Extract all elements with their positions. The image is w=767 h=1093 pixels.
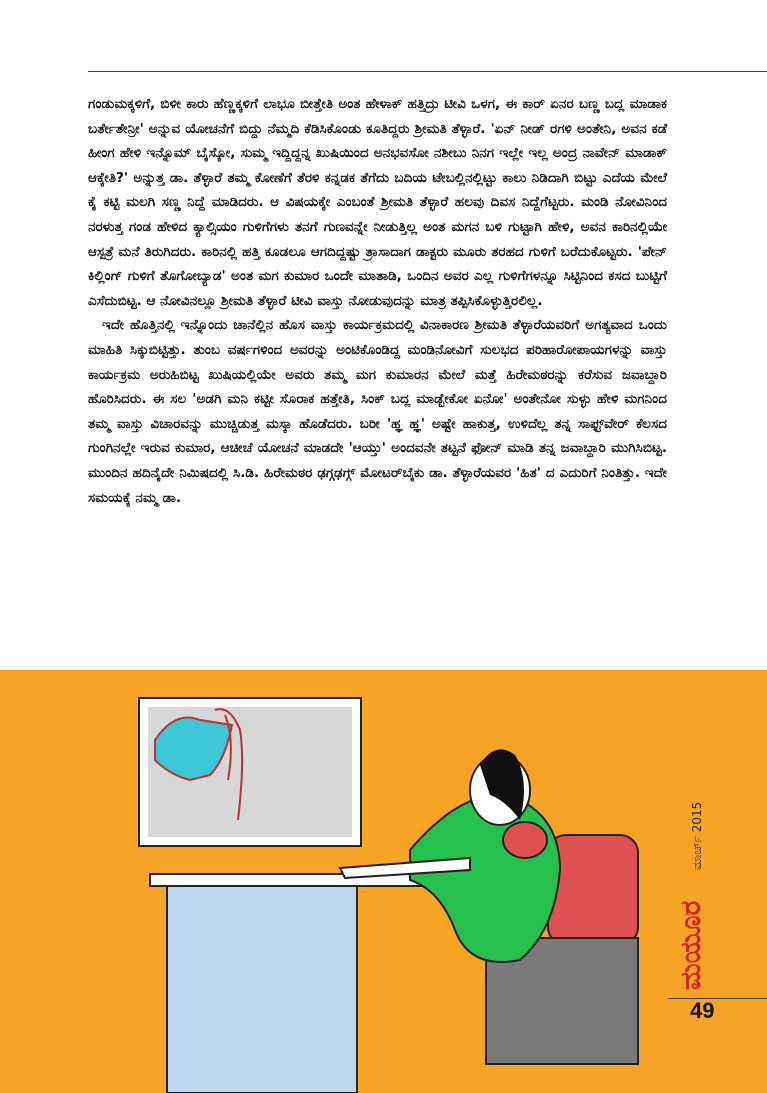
illustration-panel <box>0 670 767 1093</box>
paragraph-2: ಇದೇ ಹೊತ್ತಿನಲ್ಲಿ ಇನ್ನೊಂದು ಚಾನೆಲ್ಲಿನ ಹೊಸ ವಾಸ್ತು ಕಾರ್ಯಕ್ರಮದಲ್ಲಿ ವಿನಾಕಾರಣ ಶ್ರೀಮತಿ ತೆಳ್ಳಾರೆಯವರಿಗೆ ಅಗತ್ಯವಾದ ಒಂದು ಮಾಹಿತಿ ಸಿಕ್ಕುಬಿಟ್ಟಿತ್ತು. ತುಂಬ ವರ್ಷಗಳಿಂದ ಅವರನ್ನು ಅಂಟಿಕೊಂಡಿದ್ದ ಮಂಡಿನೋವಿಗೆ ಸುಲಭದ ಪರಿಹಾರೋಪಾಯಗಳನ್ನು ವಾಸ್ತು ಕಾರ್ಯಕ್ರಮ ಅರುಹಿಬಿಟ್ಟ ಖುಷಿಯಲ್ಲಿಯೇ ಅವರು ತಮ್ಮ ಮಗ ಕುಮಾರನ ಮೇಲೆ ಮತ್ತೆ ಹಿರೇಮಠರನ್ನು ಕರೆಸುವ ಜವಾಬ್ದಾರಿ ಹೊರಿಸಿದರು. ಈ ಸಲ 'ಅಡಗಿ ಮನಿ ಕಟ್ಟೀ ಸೊರಾಕ ಹತ್ತೇತಿ, ಸಿಂಕ್ ಬದ್ಲ ಮಾಡ್ಬೇಕೋ ಏನೋ' ಅಂತೇನೋ ಸುಳ್ಳು ಹೇಳಿ ಮಗನಿಂದ ತಮ್ಮ ವಾಸ್ತು ವಿಚಾರವನ್ನು ಮುಚ್ಚಿಡುತ್ತ ಮಸ್ಕಾ ಹೊಡೆದರು. ಬರೀ 'ಹ್ಞ ಹ್ಞ' ಅಷ್ಟೇ ಹಾಕುತ್ತ, ಉಳಿದೆಲ್ಲ ತನ್ನ ಸಾಫ್ಟ್‌ವೇರ್ ಕೆಲಸದ ಗುಂಗಿನಲ್ಲೇ ಇರುವ ಕುಮಾರ, ಆಚೀಚೆ ಯೋಚನೆ ಮಾಡದೇ 'ಆಯ್ತು' ಅಂದವನೇ ತಟ್ಟನೆ ಫೋನ್ ಮಾಡಿ ತನ್ನ ಜವಾಬ್ದಾರಿ ಮುಗಿಸಿಬಿಟ್ಟ. ಮುಂದಿನ ಹದಿನೈದೇ ನಿಮಿಷದಲ್ಲಿ ಸಿ.ಡಿ. ಹಿರೇಮಠರ ಢಗ್ಗಢಗ್ಗ್ ಮೋಟರ್‌ಬೈಕು ಡಾ. ತೆಳ್ಳಾರೆಯವರ 'ಹಿತ' ದ ಎದುರಿಗೆ ನಿಂತಿತ್ತು. ಇದೇ ಸಮಯಕ್ಕೆ ನಮ್ಮ ಡಾ. <box>88 317 667 506</box>
desk <box>167 883 357 1093</box>
article-body <box>88 92 667 510</box>
issue-date: ಮಾರ್ಚ್ 2015 <box>690 801 704 870</box>
page-number: 49 <box>690 998 715 1023</box>
paragraph-1: ಗಂಡುಮಕ್ಕಳಿಗೆ, ಬಿಳೀ ಕಾರು ಹೆಣ್ಣಕ್ಕಳಿಗೆ ಲಾಭೂ ಬೀತ್ತೇತಿ ಅಂತ ಹೇಳಾಕ್ ಹತ್ತಿದ್ರು ಟೀವಿ ಒಳಗ, ಈ ಕಾರ್ ಏನರ ಬಣ್ಣ ಬದ್ಲ ಮಾಡಾಕ ಬರ್ತೇತೇನ್ರೀ' ಅನ್ನುವ ಯೋಚನೆಗೆ ಬಿದ್ದು ನೆಮ್ಮದಿ ಕೆಡಿಸಿಕೊಂಡು ಕೂತಿದ್ದರು ಶ್ರೀಮತಿ ತೆಳ್ಳಾರೆ. 'ಏನ್ ನೀಡ್ ರಗಳಿ ಅಂತೇನಿ, ಅವನ ಕಡೆ ಹೀಂಗ ಹೇಳಿ ಇನ್ನೊಮ್ ಬೈಸ್ಕೋ, ಸುಮ್ಮ ಇದ್ದಿದ್ದನ್ನ ಖುಷಿಯಿಂದ ಅನಭವಸೋ ನಶೀಬು ನಿನಗ ಇಲ್ಲೇ ಇಲ್ಲ ಅಂದ್ರ ನಾವೇನ್ ಮಾಡಾಕ್ ಆಕ್ಕೇತಿ?' ಅನ್ನುತ್ತ ಡಾ. ತೆಳ್ಳಾರೆ ತಮ್ಮ ಕೋಣೆಗೆ ತೆರಳಿ ಕನ್ನಡಕ ತೆಗೆದು ಬದಿಯ ಟೇಬಲ್ಲಿನಲ್ಲಿಟ್ಟು ಕಾಲು ನಿಡಿದಾಗಿ ಬಿಟ್ಟು ಎದೆಯ ಮೇಲೆ ಕೈ ಕಟ್ಟಿ ಮಲಗಿ ಸಣ್ಣ ನಿದ್ದೆ ಮಾಡಿದರು. ಆ ವಿಷಯಕ್ಕೇ ಎಂಬಂತೆ ಶ್ರೀಮತಿ ತೆಳ್ಳಾರೆ ಹಲವು ದಿವಸ ನಿದ್ದೆಗೆಟ್ಟರು. ಮಂಡಿ ನೋವಿನಿಂದ ನರಳುತ್ತ ಗಂಡ ಹೇಳಿದ ಕ್ಯಾಲ್ಸಿಯಂ ಗುಳಿಗೆಗಳು ತನಗೆ ಗುಣವನ್ನೇ ನೀಡುತ್ತಿಲ್ಲ ಅಂತ ಮಗನ ಬಳಿ ಗುಟ್ಟಾಗಿ ಹೇಳಿ, ಅವನ ಕಾರಿನಲ್ಲಿಯೇ ಆಸ್ಪತ್ರೆ ಮನೆ ತಿರುಗಿದರು. ಕಾರಿನಲ್ಲಿ ಹತ್ತಿ ಕೂಡಲೂ ಆಗದಿದ್ದಷ್ಟು ತ್ರಾಸಾದಾಗ ಡಾಕ್ಟರು ಮೂರು ತರಹದ ಗುಳಿಗೆ ಬರೆದುಕೊಟ್ಟರು. 'ಪೇನ್ ಕಿಲ್ಲಿಂಗ್ ಗುಳಿಗೆ ತೊಗೋಬ್ಯಾಡ' ಅಂತ ಮಗ ಕುಮಾರ ಒಂದೇ ಮಾತಾಡಿ, ಒಂದಿನ ಅವರ ಎಲ್ಲ ಗುಳಿಗೆಗಳನ್ನೂ ಸಿಟ್ಟಿನಿಂದ ಕಸದ ಬುಟ್ಟಿಗೆ ಎಸೆದುಬಿಟ್ಟ. ಆ ನೋವಿನಲ್ಲೂ ಶ್ರೀಮತಿ ತೆಳ್ಳಾರೆ ಟೀವಿ ವಾಸ್ತು ನೋಡುವುದನ್ನು ಮಾತ್ರ ತಪ್ಪಿಸಿಕೊಳ್ಳುತ್ತಿರಲಿಲ್ಲ. <box>88 96 667 309</box>
page-rule <box>668 998 767 999</box>
desk-top <box>150 874 450 886</box>
chair-back <box>548 835 638 945</box>
figure-shoulder <box>503 822 547 858</box>
illustration-drawing <box>0 670 767 1093</box>
magazine-title: ಮಯೂರ <box>674 900 707 990</box>
top-rule <box>88 71 767 72</box>
